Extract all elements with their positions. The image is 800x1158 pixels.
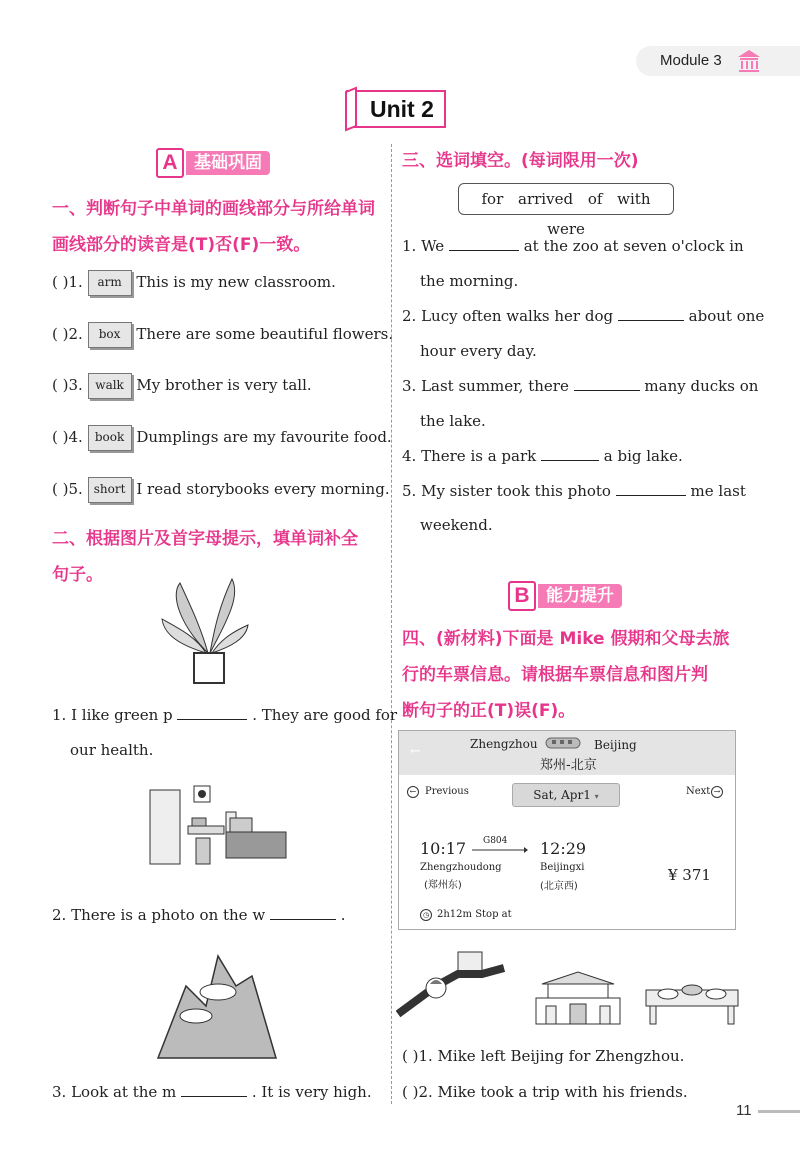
q1-item	[52, 425, 392, 451]
q1-item	[52, 270, 336, 296]
section-b-title: 能力提升	[538, 584, 622, 608]
item-text: 1. We	[402, 237, 445, 255]
date-selector[interactable]	[512, 783, 620, 807]
item-sentence: This is my new classroom.	[136, 273, 336, 291]
item-number: ( )4.	[52, 428, 83, 446]
departure-station-cn: (郑州东)	[424, 880, 462, 891]
answer-blank[interactable]	[541, 447, 599, 461]
word-card: arm	[88, 270, 132, 296]
book-icon	[342, 86, 362, 132]
arrival-station-cn: (北京西)	[540, 881, 578, 892]
item-text: many ducks on	[644, 377, 759, 395]
answer-blank[interactable]	[449, 237, 519, 251]
word-bank: for arrived of with were	[458, 183, 674, 215]
item-number: ( )5.	[52, 480, 83, 498]
q1-item	[52, 477, 390, 503]
item-text: 2. Lucy often walks her dog	[402, 307, 614, 325]
item-text: . It is very high.	[251, 1083, 372, 1101]
item-text: 4. There is a park	[402, 447, 537, 465]
section-a-title: 基础巩固	[186, 151, 270, 175]
previous-arrow-icon[interactable]: ←	[407, 786, 419, 798]
section-b-header	[508, 581, 634, 611]
ticket-price: ¥ 371	[668, 866, 711, 884]
train-icon	[544, 734, 584, 752]
item-text: me last	[690, 482, 746, 500]
item-text: 5. My sister took this photo	[402, 482, 611, 500]
q4-title-line3: 断句子的正(T)误(F)。	[402, 701, 576, 721]
q2-item	[52, 906, 346, 924]
q3-item-cont: weekend.	[420, 516, 493, 534]
item-text: at the zoo at seven o'clock in	[523, 237, 744, 255]
plant-illustration	[160, 575, 250, 687]
next-label[interactable]: Next	[686, 786, 711, 797]
item-number: ( )2.	[52, 325, 83, 343]
q4-item: ( )1. Mike left Beijing for Zhengzhou.	[402, 1047, 685, 1065]
previous-label[interactable]: Previous	[425, 786, 469, 797]
q4-item: ( )2. Mike took a trip with his friends.	[402, 1083, 688, 1101]
item-text: 1. I like green p	[52, 706, 173, 724]
q3-title: 三、选词填空。(每词限用一次)	[402, 151, 639, 171]
bedroom-illustration	[146, 782, 296, 878]
ticket-route-cn: 郑州-北京	[540, 758, 597, 773]
q4-title-line1: 四、(新材料)下面是 Mike 假期和父母去旅	[402, 629, 730, 649]
ticket-from: Zhengzhou	[470, 737, 538, 751]
word-card: walk	[88, 373, 132, 399]
q4-title-line2: 行的车票信息。请根据车票信息和图片判	[402, 665, 708, 685]
item-text: .	[340, 906, 346, 924]
answer-blank[interactable]	[177, 706, 247, 720]
answer-blank[interactable]	[574, 377, 640, 391]
module-tab	[636, 46, 800, 76]
q1-title-line2: 画线部分的读音是(T)否(F)一致。	[52, 235, 311, 255]
mountain-illustration	[156, 946, 278, 1062]
item-text: a big lake.	[603, 447, 683, 465]
q2-item	[52, 706, 397, 724]
date-value: Sat, Apr1	[533, 788, 591, 802]
great-wall-illustration	[396, 946, 506, 1028]
arrival-station: Beijingxi	[540, 862, 585, 873]
item-text: 2. There is a photo on the w	[52, 906, 266, 924]
q3-item	[402, 482, 746, 500]
arrival-time: 12:29	[540, 839, 587, 858]
q2-item	[52, 1083, 372, 1101]
q2-title-line2: 句子。	[52, 565, 103, 585]
q3-item-cont: the morning.	[420, 272, 519, 290]
departure-time: 10:17	[420, 839, 467, 858]
answer-blank[interactable]	[618, 307, 684, 321]
item-number: ( )3.	[52, 376, 83, 394]
dropdown-icon: ▾	[594, 792, 599, 801]
answer-blank[interactable]	[181, 1083, 247, 1097]
clock-icon: ◷	[420, 909, 432, 921]
unit-title: Unit 2	[370, 96, 434, 122]
item-text: about one	[688, 307, 765, 325]
column-divider	[391, 144, 392, 1104]
q2-title-line1: 二、根据图片及首字母提示，填单词补全	[52, 529, 358, 549]
route-arrow-icon	[472, 846, 528, 854]
q3-item	[402, 447, 683, 465]
q3-item	[402, 237, 744, 255]
q3-item	[402, 377, 758, 395]
q1-title-line1: 一、判断句子中单词的画线部分与所给单词	[52, 199, 375, 219]
answer-blank[interactable]	[616, 482, 686, 496]
item-sentence: Dumplings are my favourite food.	[136, 428, 392, 446]
q3-item-cont: hour every day.	[420, 342, 537, 360]
item-text: 3. Look at the m	[52, 1083, 177, 1101]
q3-item-cont: the lake.	[420, 412, 486, 430]
section-a-letter: A	[156, 148, 184, 178]
item-number: ( )1.	[52, 273, 83, 291]
word-card: box	[88, 322, 132, 348]
answer-blank[interactable]	[270, 906, 336, 920]
q1-item	[52, 373, 312, 399]
q3-item	[402, 307, 764, 325]
back-arrow-icon[interactable]: ←	[410, 744, 421, 759]
page-number-bar	[758, 1110, 800, 1113]
food-illustration	[640, 978, 744, 1026]
page-number: 11	[736, 1102, 752, 1119]
building-icon	[736, 48, 762, 74]
word-card: short	[88, 477, 132, 503]
item-text: . They are good for	[252, 706, 398, 724]
ticket-to: Beijing	[594, 738, 637, 752]
item-sentence: I read storybooks every morning.	[136, 480, 390, 498]
section-b-letter: B	[508, 581, 536, 611]
word-card: book	[88, 425, 132, 451]
q1-item	[52, 322, 393, 348]
unit-title-box	[346, 90, 446, 128]
section-a-header	[156, 148, 296, 178]
train-number: G804	[483, 836, 508, 846]
next-arrow-icon[interactable]: →	[711, 786, 723, 798]
item-text: 3. Last summer, there	[402, 377, 569, 395]
q2-item-cont: our health.	[70, 741, 154, 759]
departure-station: Zhengzhoudong	[420, 862, 502, 873]
trip-duration: 2h12m Stop at	[437, 909, 512, 920]
module-label: Module 3	[660, 52, 722, 69]
tiananmen-illustration	[530, 968, 626, 1028]
item-sentence: There are some beautiful flowers.	[136, 325, 394, 343]
item-sentence: My brother is very tall.	[136, 376, 312, 394]
